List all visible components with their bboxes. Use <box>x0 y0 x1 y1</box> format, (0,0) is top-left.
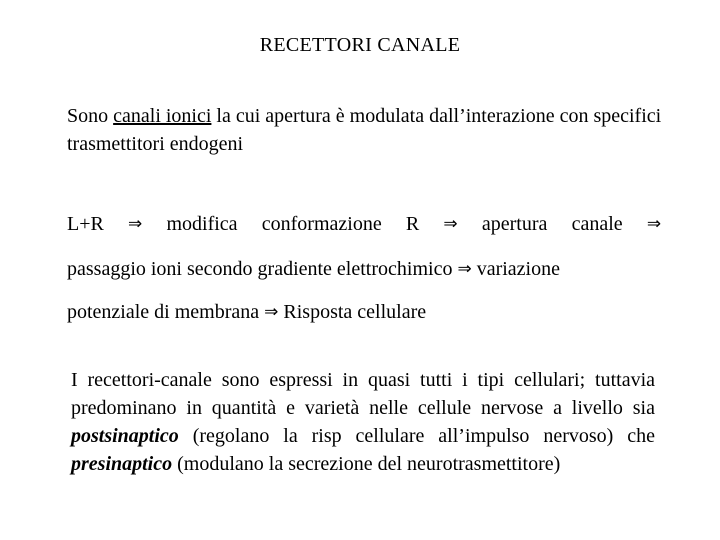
chain-risposta: Risposta cellulare <box>283 301 427 323</box>
intro-text <box>67 102 667 158</box>
postsinaptico-emphasis: postsinaptico <box>71 425 179 447</box>
intro-part-2: la cui apertura è modulata dall’interazione con specifici trasmettitori endogeni <box>67 105 662 155</box>
implies-arrow-icon: ⇒ <box>128 214 143 234</box>
paragraph-part-3: (modulano la secrezione del neurotrasmettitore) <box>172 453 561 475</box>
chain-variazione: variazione <box>476 258 560 280</box>
chain-line-1 <box>67 212 661 236</box>
chain-passaggio: passaggio ioni secondo gradiente elettrochimico <box>67 258 453 280</box>
implies-arrow-icon: ⇒ <box>646 214 662 234</box>
slide-title: RECETTORI CANALE <box>259 34 461 56</box>
implies-arrow-icon: ⇒ <box>457 259 472 279</box>
paragraph-part-1: I recettori-canale sono espressi in quasi tutti i tipi cellulari; tuttavia predominano in quantità e varietà nelle cellule nervose a livello sia <box>71 369 655 419</box>
implies-arrow-icon: ⇒ <box>264 302 279 322</box>
paragraph-part-2: (regolano la risp cellulare all’impulso nervoso) che <box>178 425 655 447</box>
chain-line-2 <box>67 257 661 281</box>
chain-r: R <box>405 213 420 235</box>
chain-line-3 <box>67 300 661 324</box>
chain-modifica: modifica <box>166 213 238 235</box>
chain-conformazione: conformazione <box>261 213 382 235</box>
chain-lr: L+R <box>67 213 104 235</box>
chain-canale: canale <box>571 213 623 235</box>
presinaptico-emphasis: presinaptico <box>71 453 173 475</box>
chain-apertura: apertura <box>481 213 548 235</box>
body-paragraph <box>71 366 655 478</box>
implies-arrow-icon: ⇒ <box>443 214 458 234</box>
canali-ionici-underlined: canali ionici <box>113 105 212 127</box>
intro-part-1: Sono <box>67 105 114 127</box>
chain-potenziale: potenziale di membrana <box>67 301 260 323</box>
